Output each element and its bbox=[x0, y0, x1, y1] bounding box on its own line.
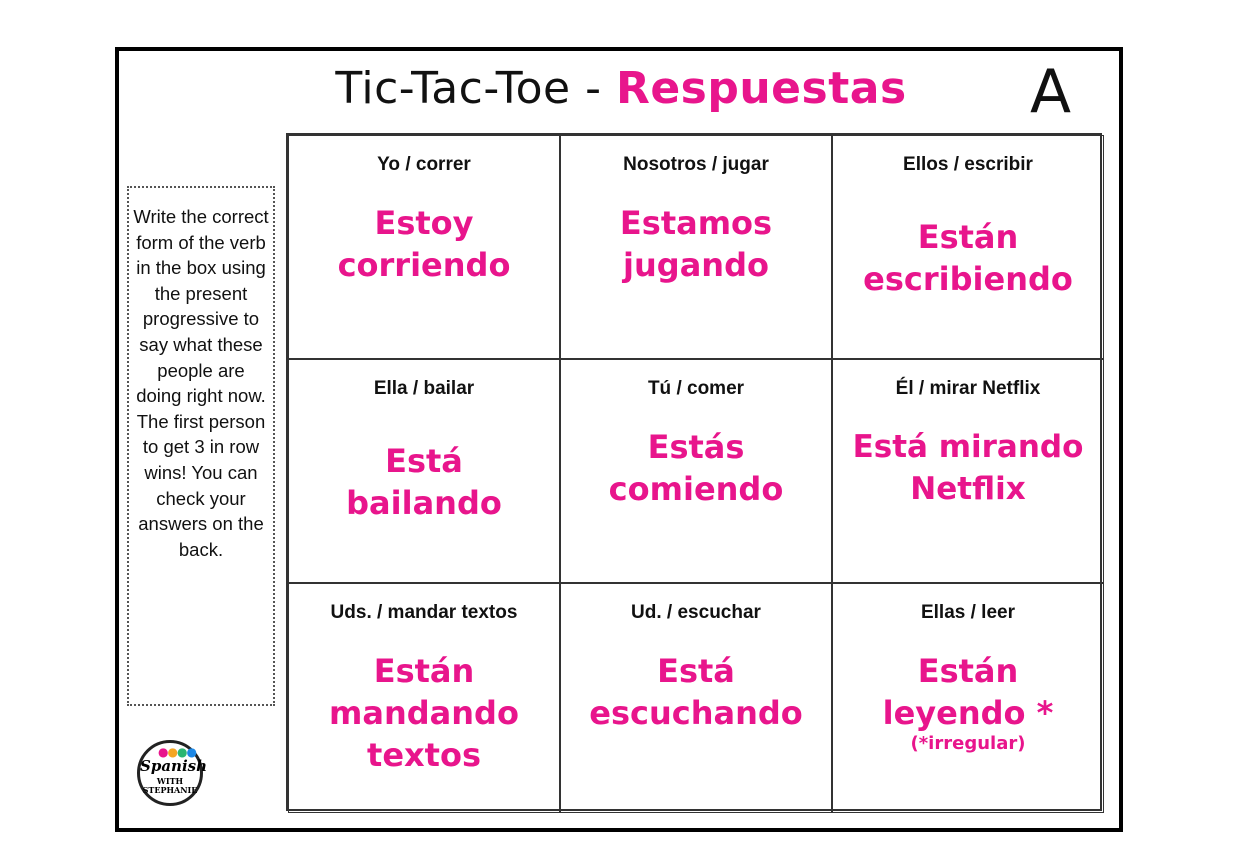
answer-line: comiendo bbox=[608, 470, 784, 508]
logo-dots-icon: ●●●● bbox=[158, 745, 196, 759]
cell-answer bbox=[565, 426, 827, 510]
answer-line: bailando bbox=[346, 484, 502, 522]
cell-answer bbox=[837, 216, 1099, 300]
answer-line: Netflix bbox=[910, 471, 1026, 507]
cell-answer bbox=[565, 202, 827, 286]
grid-cell-3 bbox=[832, 135, 1104, 359]
answer-line: Está bbox=[385, 442, 463, 480]
answer-line: Estás bbox=[647, 428, 745, 466]
brand-logo bbox=[137, 740, 207, 806]
answer-line: Están bbox=[373, 652, 475, 690]
instructions-box: Write the correct form of the verb in the box using the present progressive to say what these people are doing right now. The first person to get 3 in row wins! You can check your answers on the back. bbox=[127, 186, 275, 706]
logo-line-2: WITH bbox=[156, 776, 184, 786]
cell-answer bbox=[293, 440, 555, 524]
grid-cell-9 bbox=[832, 583, 1104, 813]
grid-cell-1 bbox=[288, 135, 560, 359]
answer-line: corriendo bbox=[337, 246, 511, 284]
answer-line: Está mirando bbox=[852, 429, 1084, 465]
irregular-note: (*irregular) bbox=[910, 733, 1026, 754]
title-accent: Respuestas bbox=[615, 63, 907, 114]
cell-prompt: Ellos / escribir bbox=[903, 154, 1033, 175]
title-plain: Tic-Tac-Toe - bbox=[335, 63, 616, 114]
grid-cell-2 bbox=[560, 135, 832, 359]
answer-line: Está bbox=[657, 652, 735, 690]
grid-cell-4 bbox=[288, 359, 560, 583]
cell-prompt: Uds. / mandar textos bbox=[330, 602, 518, 623]
grid-cell-8 bbox=[560, 583, 832, 813]
cell-prompt: Ella / bailar bbox=[373, 378, 475, 399]
cell-prompt: Él / mirar Netflix bbox=[895, 378, 1041, 399]
answer-line: escribiendo bbox=[863, 260, 1073, 298]
cell-answer bbox=[293, 650, 555, 776]
cell-answer bbox=[837, 426, 1099, 510]
answer-line: jugando bbox=[623, 246, 769, 284]
cell-prompt: Yo / correr bbox=[377, 154, 471, 175]
grid-cell-6 bbox=[832, 359, 1104, 583]
answer-line: escuchando bbox=[589, 694, 803, 732]
grid-cell-7 bbox=[288, 583, 560, 813]
answer-line: textos bbox=[367, 736, 481, 774]
cell-answer bbox=[837, 650, 1099, 754]
answer-line: Estoy bbox=[374, 204, 474, 242]
answer-line: leyendo * bbox=[882, 694, 1054, 732]
tic-tac-toe-grid bbox=[286, 133, 1102, 811]
version-letter: A bbox=[1030, 57, 1072, 127]
grid-cell-5 bbox=[560, 359, 832, 583]
cell-answer bbox=[293, 202, 555, 286]
cell-prompt: Nosotros / jugar bbox=[623, 154, 769, 175]
answer-line: Están bbox=[917, 652, 1019, 690]
cell-answer bbox=[565, 650, 827, 734]
answer-line: Estamos bbox=[619, 204, 773, 242]
cell-prompt: Tú / comer bbox=[647, 378, 745, 399]
cell-prompt: Ud. / escuchar bbox=[631, 602, 761, 623]
answer-line: Están bbox=[917, 218, 1019, 256]
cell-prompt: Ellas / leer bbox=[920, 602, 1015, 623]
logo-line-3: STEPHANIE bbox=[142, 785, 198, 795]
answer-line: mandando bbox=[329, 694, 519, 732]
logo-line-1: Spanish bbox=[140, 757, 207, 775]
